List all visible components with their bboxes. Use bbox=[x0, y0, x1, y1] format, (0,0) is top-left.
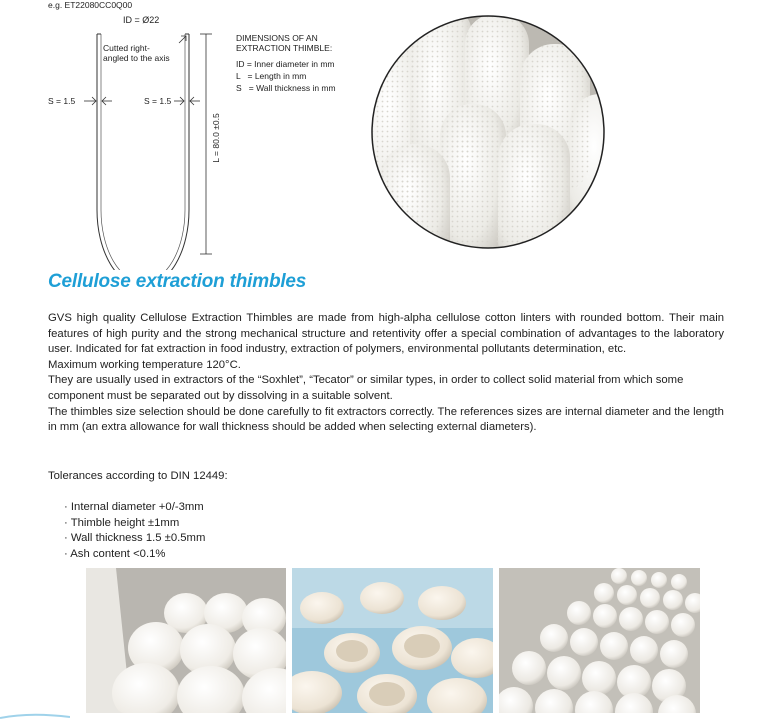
tolerance-item: · Wall thickness 1.5 ±0.5mm bbox=[64, 532, 206, 545]
tolerances-list bbox=[64, 500, 205, 562]
tolerance-item: · Internal diameter +0/-3mm bbox=[64, 501, 204, 513]
wall-thickness-right-label: S = 1.5 bbox=[144, 96, 172, 106]
legend-heading-1: DIMENSIONS OF AN bbox=[236, 33, 318, 43]
legend-item-length: L = Length in mm bbox=[236, 71, 307, 81]
tolerance-item: · Thimble height ±1mm bbox=[64, 516, 180, 529]
legend-item-wall: S = Wall thickness in mm bbox=[236, 83, 336, 93]
page-title: Cellulose extraction thimbles bbox=[48, 271, 307, 292]
description bbox=[48, 311, 724, 436]
decorative-swoosh bbox=[0, 706, 70, 713]
legend-heading-2: EXTRACTION THIMBLE: bbox=[236, 43, 333, 53]
description-paragraph-4: The thimbles size selection should be done carefully to fit extractors correctly. The references sizes are internal diameter and the length in mm (an extra allowance for wall thickness should be added when selecting external diameters). bbox=[48, 405, 724, 434]
description-paragraph-2: Maximum working temperature 120°C. bbox=[48, 358, 241, 371]
thimbles-photo-1 bbox=[86, 568, 286, 713]
thimbles-photo-3 bbox=[499, 568, 700, 713]
cut-note-line2: angled to the axis bbox=[103, 53, 170, 63]
description-paragraph-1: GVS high quality Cellulose Extraction Thimbles are made from high-alpha cellulose cotton linters with rounded bottom. Their main features of high purity and the strong mechanical structure and retentivity offer a special combination of advantages to the laboratory user. Indicated for fat extraction in food industry, extraction of polymers, environmental pollutants determination, etc. bbox=[48, 312, 724, 356]
example-code: e.g. ET22080CC0Q00 bbox=[48, 0, 133, 10]
thimbles-photo-2 bbox=[292, 568, 493, 713]
id-label: ID = Ø22 bbox=[123, 15, 160, 25]
thimbles-circle-photo bbox=[370, 14, 606, 250]
wall-thickness-left-label: S = 1.5 bbox=[48, 96, 76, 106]
length-label: L = 80.0 ±0.5 bbox=[211, 113, 221, 163]
tolerance-item: · Ash content <0.1% bbox=[64, 547, 166, 560]
legend-item-id: ID = Inner diameter in mm bbox=[236, 59, 335, 69]
tolerances-heading: Tolerances according to DIN 12449: bbox=[48, 470, 228, 482]
description-paragraph-3: They are usually used in extractors of the “Soxhlet”, “Tecator” or similar types, in order to collect solid material from which some component must be separated out by dissolving in a suitable solvent. bbox=[48, 374, 684, 402]
cut-note-line1: Cutted right- bbox=[103, 43, 150, 53]
